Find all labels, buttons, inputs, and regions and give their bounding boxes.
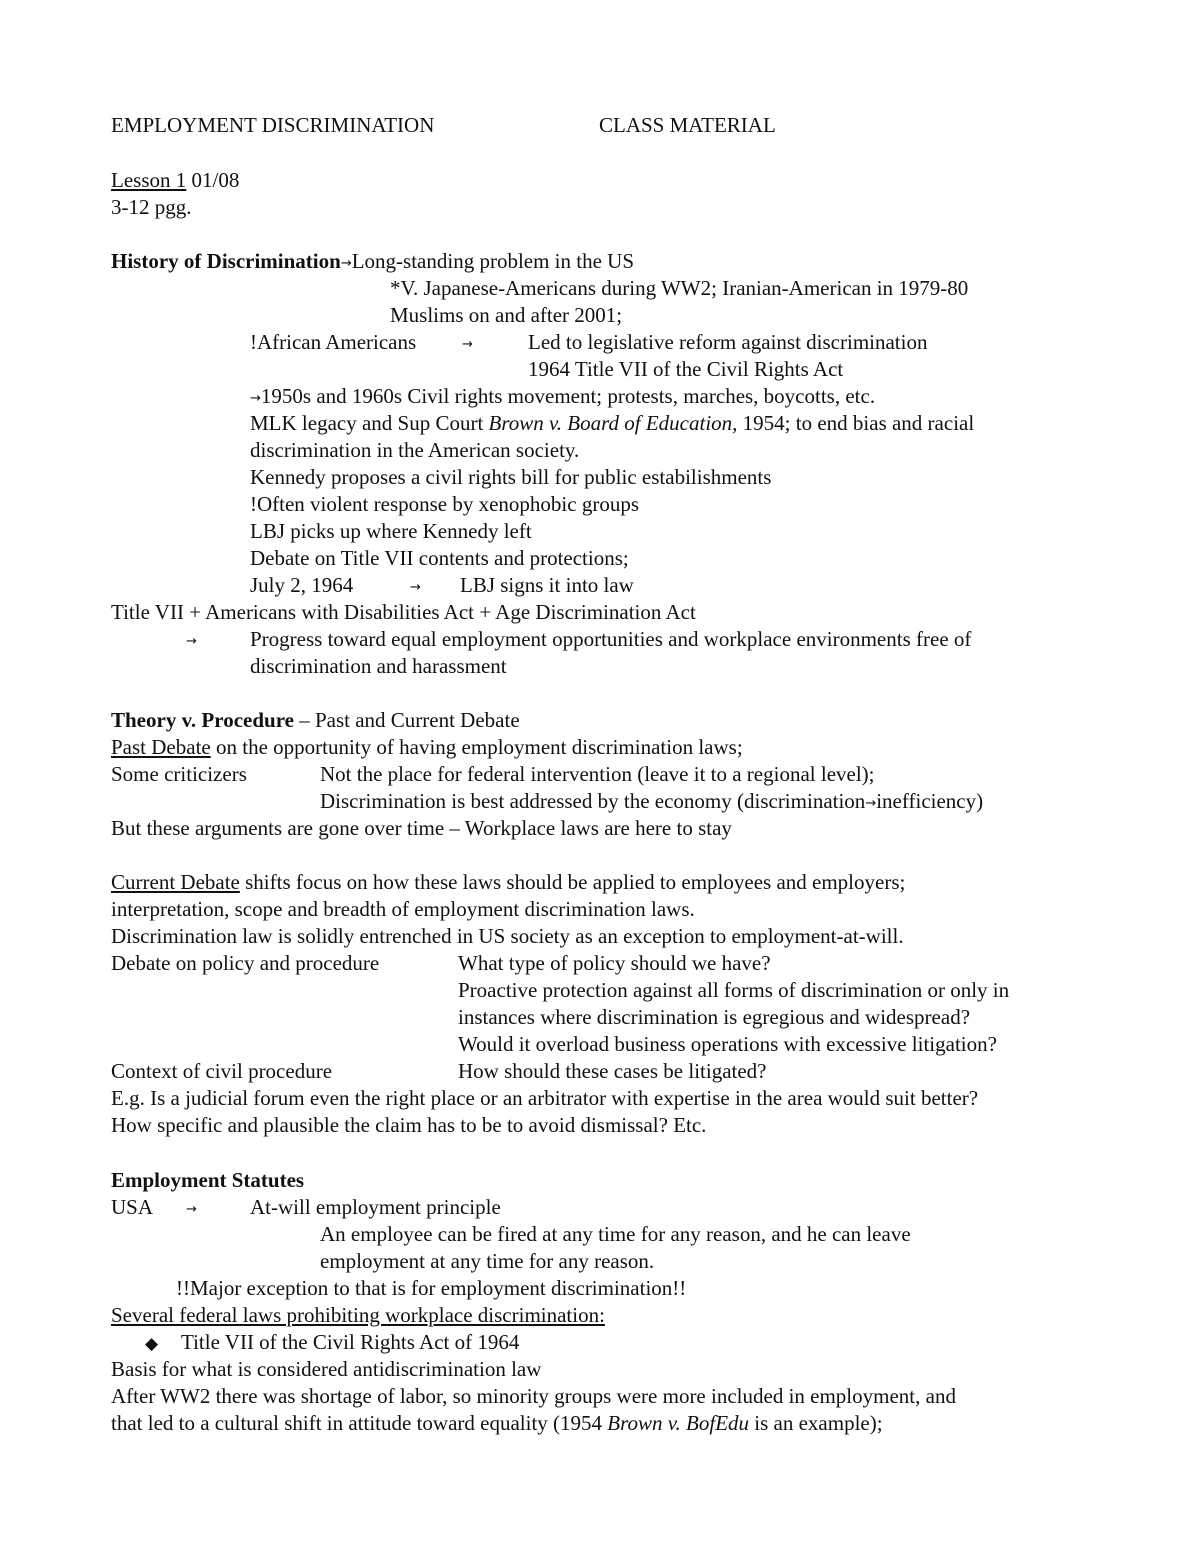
theory-heading: Theory v. Procedure: [111, 708, 294, 732]
theory-line: interpretation, scope and breadth of employment discrimination laws.: [111, 897, 695, 921]
theory-line: E.g. Is a judicial forum even the right place or an arbitrator with expertise in the area would suit better?: [111, 1086, 979, 1110]
statutes-line: USA: [111, 1195, 154, 1219]
arrow-icon: →: [410, 580, 421, 595]
lesson-pages: 3-12 pgg.: [111, 195, 192, 219]
statutes-line: An employee can be fired at any time for any reason, and he can leave: [320, 1222, 911, 1246]
history-heading: History of Discrimination: [111, 249, 341, 273]
history-heading-line: [111, 248, 634, 278]
history-line: discrimination and harassment: [250, 654, 507, 678]
diamond-bullet-icon: ◆: [145, 1334, 159, 1354]
doc-header-right: CLASS MATERIAL: [599, 113, 776, 137]
history-line: LBJ signs it into law: [460, 573, 634, 597]
theory-line: Discrimination law is solidly entrenched in US society as an exception to employment-at-will.: [111, 924, 904, 948]
arrow-icon: →: [250, 391, 261, 406]
history-line: discrimination in the American society.: [250, 438, 580, 462]
theory-line: Debate on policy and procedure: [111, 951, 380, 975]
history-line: !Often violent response by xenophobic groups: [250, 492, 640, 516]
current-debate-label: Current Debate: [111, 870, 240, 894]
theory-line: Context of civil procedure: [111, 1059, 333, 1083]
lesson-title: Lesson 1: [111, 168, 187, 192]
statutes-line: At-will employment principle: [250, 1195, 501, 1219]
history-line: Led to legislative reform against discrimination: [528, 330, 928, 354]
lesson-line: [111, 167, 239, 193]
doc-header-left: EMPLOYMENT DISCRIMINATION: [111, 113, 435, 137]
theory-line: But these arguments are gone over time – Workplace laws are here to stay: [111, 816, 732, 840]
history-line: MLK legacy and Sup Court Brown v. Board of Education, 1954; to end bias and racial: [250, 411, 975, 435]
case-citation: Brown v. Board of Education,: [488, 411, 738, 435]
arrow-icon: →: [186, 634, 197, 649]
statutes-line: employment at any time for any reason.: [320, 1249, 655, 1273]
arrow-icon: →: [340, 256, 352, 271]
history-line: Progress toward equal employment opportunities and workplace environments free of: [250, 627, 972, 651]
history-line: Title VII + Americans with Disabilities Act + Age Discrimination Act: [111, 600, 696, 624]
statutes-heading: Employment Statutes: [111, 1168, 305, 1192]
statutes-line: that led to a cultural shift in attitude toward equality (1954 Brown v. BofEdu is an example);: [111, 1411, 883, 1435]
theory-line: Proactive protection against all forms of discrimination or only in: [458, 978, 1010, 1002]
theory-heading-line: Theory v. Procedure – Past and Current Debate: [111, 708, 520, 732]
case-citation: Brown v. BofEdu: [607, 1411, 750, 1435]
arrow-icon: →: [865, 796, 877, 811]
arrow-icon: →: [462, 337, 473, 352]
theory-line: How specific and plausible the claim has to be to avoid dismissal? Etc.: [111, 1113, 707, 1137]
history-line: *V. Japanese-Americans during WW2; Iranian-American in 1979-80: [390, 276, 969, 300]
history-lead: Long-standing problem in the US: [351, 249, 635, 273]
theory-line: Would it overload business operations with excessive litigation?: [458, 1032, 997, 1056]
theory-line: Current Debate shifts focus on how these laws should be applied to employees and employers;: [111, 870, 906, 894]
history-line: Muslims on and after 2001;: [390, 303, 623, 327]
theory-line: Past Debate on the opportunity of having employment discrimination laws;: [111, 735, 743, 759]
theory-line: Discrimination is best addressed by the economy (discrimination→inefficiency): [320, 789, 984, 813]
history-line: !African Americans: [250, 330, 417, 354]
history-line: LBJ picks up where Kennedy left: [250, 519, 532, 543]
history-line: July 2, 1964: [250, 573, 354, 597]
statutes-line: Basis for what is considered antidiscrimination law: [111, 1357, 542, 1381]
lesson-date: 01/08: [186, 168, 240, 192]
arrow-icon: →: [186, 1202, 197, 1217]
theory-line: How should these cases be litigated?: [458, 1059, 767, 1083]
statutes-line: !!Major exception to that is for employment discrimination!!: [176, 1276, 687, 1300]
history-line: Debate on Title VII contents and protections;: [250, 546, 629, 570]
past-debate-label: Past Debate: [111, 735, 211, 759]
federal-laws-heading: Several federal laws prohibiting workplace discrimination:: [111, 1303, 605, 1327]
theory-line: Some criticizers: [111, 762, 247, 786]
history-line: 1964 Title VII of the Civil Rights Act: [528, 357, 844, 381]
statutes-line: After WW2 there was shortage of labor, so minority groups were more included in employment, and: [111, 1384, 956, 1408]
theory-line: What type of policy should we have?: [458, 951, 771, 975]
statutes-bullet: Title VII of the Civil Rights Act of 1964: [181, 1330, 520, 1354]
theory-line: Not the place for federal intervention (leave it to a regional level);: [320, 762, 875, 786]
history-line: Kennedy proposes a civil rights bill for public estabilishments: [250, 465, 772, 489]
theory-line: instances where discrimination is egregious and widespread?: [458, 1005, 971, 1029]
history-line: →1950s and 1960s Civil rights movement; protests, marches, boycotts, etc.: [250, 384, 876, 408]
